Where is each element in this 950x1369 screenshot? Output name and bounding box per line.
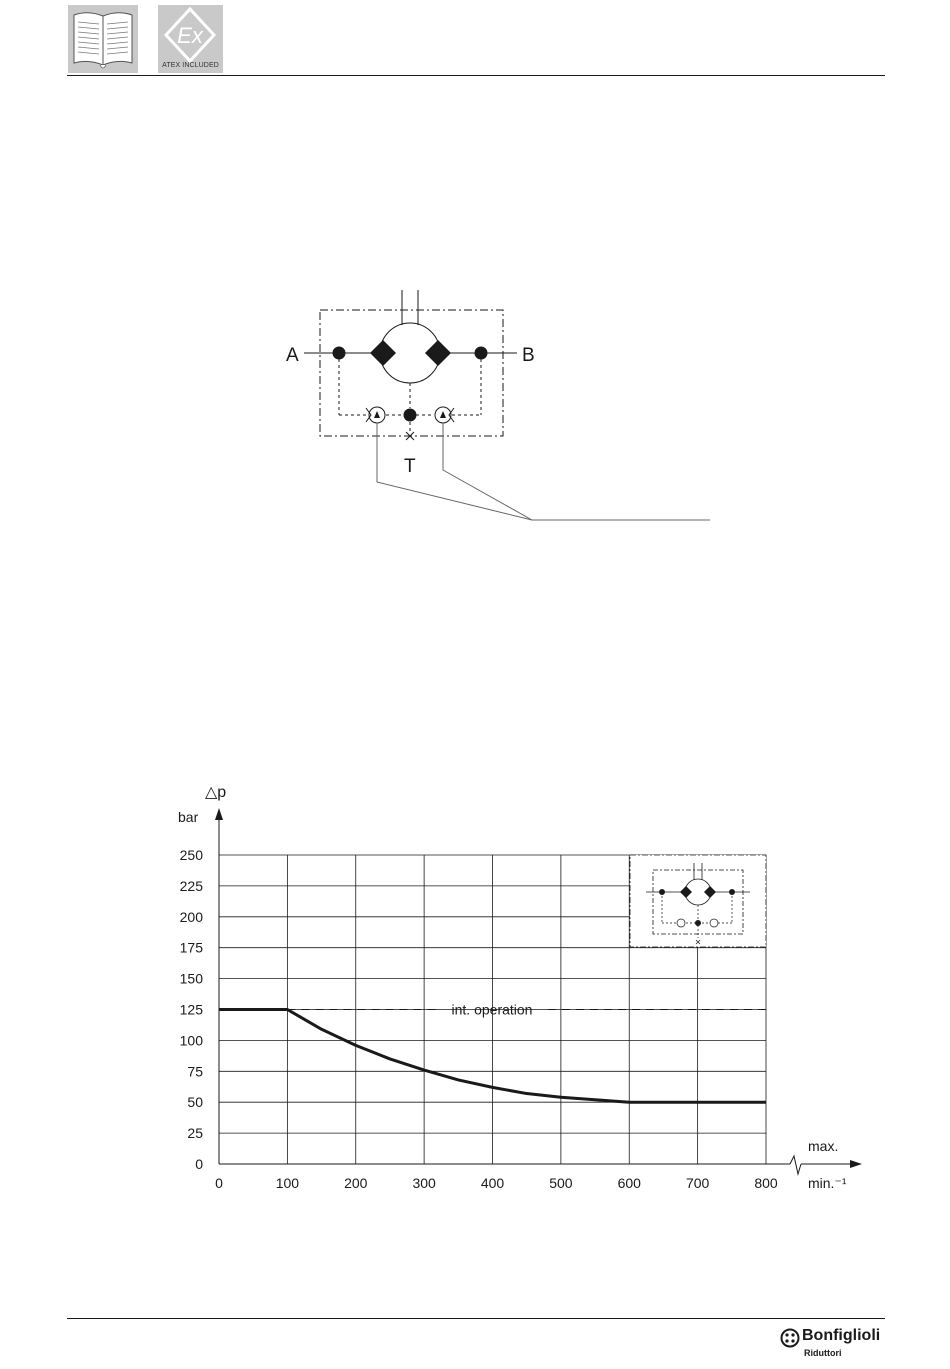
bonfiglioli-logo-icon <box>780 1328 800 1348</box>
x-tick-label: 300 <box>412 1175 436 1191</box>
x-tick-label: 100 <box>275 1175 300 1191</box>
y-tick-label: 150 <box>179 970 203 987</box>
y-axis-unit-label: bar <box>178 809 199 825</box>
port-t-label: T <box>404 456 416 477</box>
y-tick-label: 250 <box>179 847 203 863</box>
inset-schematic <box>630 855 766 947</box>
brand-name: Bonfiglioli <box>802 1327 881 1344</box>
y-tick-label: 0 <box>195 1156 203 1172</box>
x-tick-label: 400 <box>480 1175 505 1191</box>
y-tick-label: 175 <box>179 939 203 956</box>
x-axis-max-label: max. <box>808 1138 839 1154</box>
x-axis-break <box>790 1156 801 1174</box>
y-tick-label: 200 <box>179 908 203 925</box>
y-tick-label: 225 <box>179 877 203 894</box>
brand-logo <box>780 1325 890 1365</box>
hydraulic-schematic <box>0 0 950 560</box>
y-axis-symbol-label: △p <box>205 784 227 801</box>
y-tick-label: 75 <box>187 1063 203 1080</box>
x-tick-label: 500 <box>549 1175 573 1191</box>
x-tick-label: 0 <box>215 1175 223 1191</box>
pressure-speed-chart <box>0 770 950 1210</box>
x-tick-label: 700 <box>685 1175 710 1191</box>
y-tick-label: 25 <box>187 1125 203 1142</box>
y-tick-label: 50 <box>187 1094 203 1111</box>
svg-text:Ex: Ex <box>177 23 203 48</box>
x-tick-label: 800 <box>754 1175 778 1191</box>
x-axis-arrow <box>850 1160 862 1168</box>
brand-sub: Riduttori <box>804 1348 842 1358</box>
atex-label: ATEX INCLUDED <box>162 62 219 69</box>
x-axis-unit-label: min.⁻¹ <box>808 1175 847 1191</box>
y-tick-label: 125 <box>179 1001 203 1018</box>
footer-rule <box>67 1318 885 1319</box>
x-tick-label: 200 <box>344 1175 368 1191</box>
reference-line-label: int. operation <box>451 1001 533 1018</box>
port-a-label: A <box>286 345 299 366</box>
y-axis-arrow <box>215 808 223 820</box>
x-tick-label: 600 <box>617 1175 641 1191</box>
y-tick-label: 100 <box>179 1032 203 1049</box>
port-b-label: B <box>522 345 535 366</box>
